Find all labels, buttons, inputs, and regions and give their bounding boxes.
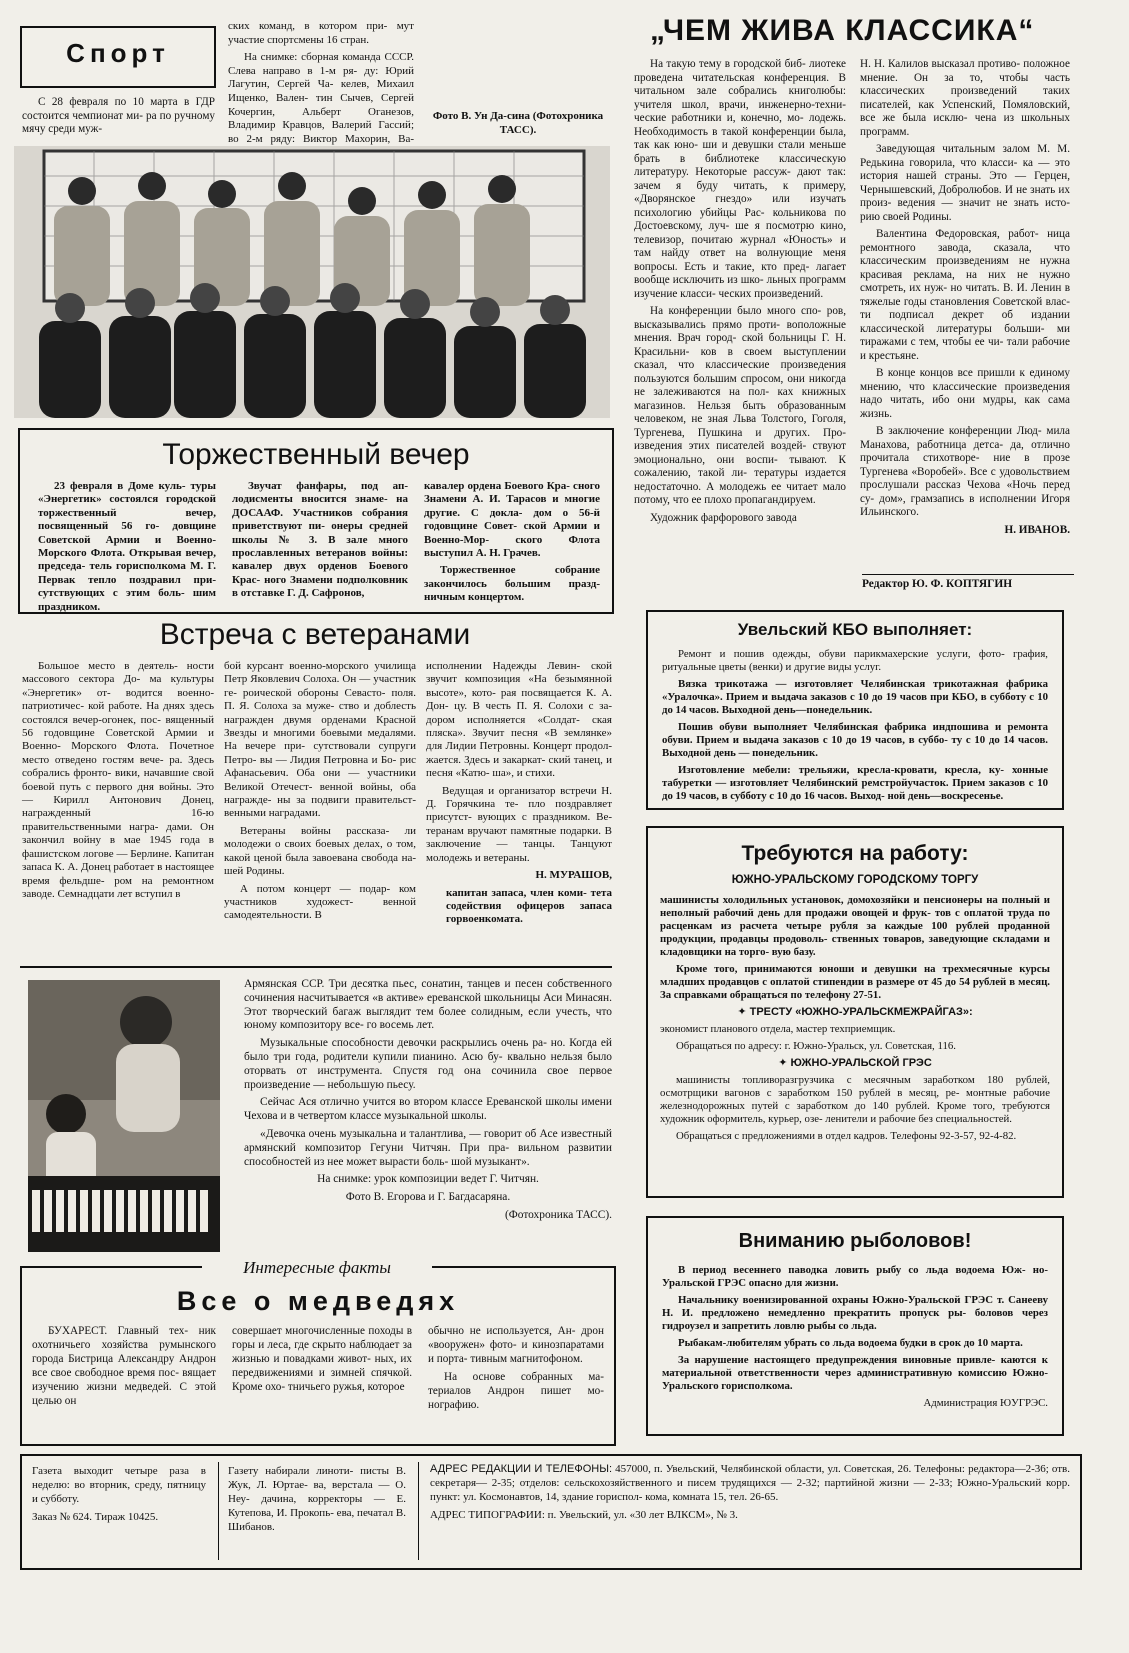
- sport-photo-credit: Фото В. Ун Да-сина (Фотохроника ТАСС).: [432, 110, 604, 136]
- evening-col3: [424, 480, 600, 609]
- music-article: [244, 978, 612, 1227]
- fishermen-p3: Рыбакам-любителям убрать со льда водоема будки в срок до 10 марта.: [678, 1337, 1023, 1349]
- sport-caption-col2: [425, 20, 611, 141]
- evening-col2-text: Звучат фанфары, под ап- лодисменты вносится знаме- на ДОСААФ. Участников собрания приветствуют пи- онеры средней школы № 3. В зале много прославленных ветеранов войны: кавалер двух орденов Боевого Крас- ного Знамени подполковник в отставке Г. Д. Сафронов,: [232, 480, 408, 600]
- editor-rule: [862, 574, 1074, 575]
- jobs-org3-p1: машинисты топливоразгрузчика с месячным заработком 180 рублей, осмотрщики вагонов с заработком 150 рублей в месяц, ре- монтные рабочие железнодорожных путей с заработком до 140 рублей. Кроме того, требуются художник оформитель, курьер, озе- ленители и рабочие без специальностей.: [660, 1074, 1050, 1125]
- music-caption: На снимке: урок композиции ведет Г. Читчян.: [317, 1173, 539, 1186]
- footer-address-text: 457000, п. Увельский, Челябинской области, ул. Советская, 26. Телефоны: редактора—2-36; отв. секретаря— 2-35; отделов: сельскохозяйственного и писем трудящихся — 2-32; партийной жизни — 2-33; Южно-Уральский корр. пункт: ул. Космонавтов, 14, здание гориспол- кома, комната 15, тел. 26-65.: [430, 1463, 1071, 1503]
- footer-staff-text: Газету набирали линоти- писты В. Жук, Л. Юртае- ва, верстала — О. Неу- дачина, корректоры — Е. Кутепова, И. Прокопь- ева, печатал В. Шибанов.: [228, 1465, 406, 1533]
- veterans-signature-note: капитан запаса, член коми- тета содействия офицеров запаса горвоенкомата.: [446, 886, 612, 926]
- evening-col3-end: Торжественное собрание закончилось большим празд- ничным концертом.: [424, 564, 600, 604]
- classics-col1: [634, 58, 846, 529]
- jobs-title: Требуются на работу:: [741, 842, 969, 865]
- classics-col2-p5: В заключение конференции Люд- мила Манахова, работница детса- да, отлично прочитала стихотворе- ние в прозе Тургенева «Воробей». Все с удовольствием прослушали рассказ Чехова «Ночь перед су- дом», грамзапись в исполнении Игоря Ильинского.: [860, 425, 1070, 518]
- music-p1: Армянская ССР. Три десятка пьес, сонатин, танцев и песен собственного сочинения насчитывается «в активе» ереванской школьницы Аси Минасян. Этот творческий багаж выглядит тем более солидным, если учесть, что юному композитору все- го восемь лет.: [244, 978, 612, 1032]
- sport-cont-text: ских команд, в котором при- мут участие спортсмены 16 стран.: [228, 20, 414, 46]
- piano-lesson-photo: [28, 980, 220, 1252]
- kbo-title: Увельский КБО выполняет:: [737, 620, 973, 639]
- evening-col1-text: 23 февраля в Доме куль- туры «Энергетик» состоялся городской торжественный вечер, посвященный 56 го- довщине Советской Армии и Военно-Морского Флота. Открывая вечер, председа- тель горисполкома М. Г. Первак тепло поздравил при- сутствующих с этим боль- шим праздником.: [38, 480, 216, 613]
- bears-col2-text: совершает многочисленные походы в горы и леса, где скрыто наблюдает за жизнью и повадками живот- ных, их передвижениями и зимней спячкой. Кроме охо- тничьего ружья, которое: [232, 1325, 412, 1393]
- classics-col1-p2: На конференции было много спо- ров, высказывались прямо проти- воположные мнения. Врач город- ской больницы Г. Н. Красильни- ков в своем выступлении сказал, что классические произведения пользуются большим спросом, они никогда не залеживаются на пол- ках книжных магазинов. Нельзя быть образованным человеком, не зная Льва Толстого, Гоголя, Тургенева, Пушкина и других. Про- изведения этих писателей воздей- ствуют эмоционально, они воспи- тывают. К сожалению, такой ли- тературы издается недостаточно. А молодежь ее читает мало потому, что ее плохо пропагандируем.: [634, 305, 846, 506]
- bears-col1-text: БУХАРЕСТ. Главный тех- ник охотничьего хозяйства румынского города Бистрица Александру Андрон все свое свободное время пос- вящает изучению жизни медведей. С этой целью он: [32, 1325, 216, 1407]
- jobs-org1-p1: машинисты холодильных установок, домохозяйки и пенсионеры на полный и неполный рабочий день для продажи овощей и фрук- тов с оплатой труда по расценкам из расчета четыре рубля за каждые 100 рублей проданной продукции, продавцы продоволь- ственных товаров, заведующие складами и кладовщики на торго- вую базу.: [660, 894, 1050, 958]
- footer-staff: [228, 1464, 406, 1538]
- footer-schedule-text: Газета выходит четыре раза в неделю: во вторник, среду, пятницу и субботу.: [32, 1465, 206, 1505]
- jobs-org2: [660, 1006, 1050, 1019]
- veterans-col3-p2: Ведущая и организатор встречи Н. Д. Горячкина те- пло поздравляет присутст- вующих с праздником. Ве- теранам вручают памятные подарки. В заключение — танцы. Танцуют молодежь и ветераны.: [426, 784, 612, 864]
- jobs-org1-p2: Кроме того, принимаются юноши и девушки на трехмесячные курсы младших продавцов с оплатой стипендии в размере от 45 до 54 рублей в месяц. За справками обращаться по телефону 27-51.: [660, 963, 1050, 1001]
- classics-col2: [860, 58, 1070, 541]
- star-icon: ✦: [737, 1006, 750, 1018]
- footer-order: Заказ № 624. Тираж 10425.: [32, 1511, 159, 1523]
- jobs-body: [660, 894, 1050, 1147]
- jobs-org2-p2: Обращаться по адресу: г. Южно-Уральск, ул. Советская, 116.: [676, 1040, 956, 1052]
- kbo-p1: Ремонт и пошив одежды, обуви парикмахерские услуги, фото- графия, ритуальные цветы (венки) и другие виды услуг.: [662, 648, 1048, 673]
- jobs-box: [646, 826, 1064, 1198]
- kbo-box: [646, 610, 1064, 810]
- music-p3: Сейчас Ася отлично учится во втором классе Ереванской школы имени Чехова и в четвертом классе музыкальной школы.: [244, 1096, 612, 1123]
- veterans-col2-p3: А потом концерт — подар- ком участников художест- венной самодеятельности. В: [224, 882, 416, 922]
- footer-address: [430, 1462, 1070, 1526]
- veterans-col2-p1: бой курсант военно-морского училища Петр Яковлевич Солоха. Он — участник ге- роической обороны Севасто- поля. П. Я. Солоха за муже- ство и доблесть награжден двумя орденами Красной Звезды и многими боевыми медалями. На вечере при- сутствовали супруги Петро- вы — Лидия Петровна и Бо- рис Афанасьевич. Оба они — участники Великой Отечест- венной войны, оба награжде- ны за подвиги правительст- венными наградами.: [224, 660, 416, 820]
- jobs-org3: [660, 1057, 1050, 1070]
- footer-print-address: АДРЕС ТИПОГРАФИИ: п. Увельский, ул. «30 лет ВЛКСМ», № 3.: [430, 1509, 738, 1521]
- music-p4: «Девочка очень музыкальна и талантлива, — говорит об Асе известный армянский композитор Гегуни Читчян. При пра- вильном развитии способностей из нее может вырасти боль- шой музыкант».: [244, 1127, 612, 1168]
- evening-col2: [232, 480, 408, 605]
- fishermen-body: [662, 1264, 1048, 1414]
- classics-col2-p3: Валентина Федоровская, работ- ница ремонтного завода, сказала, что классическим произведениям не нужна красивая реклама, на них не нужно смотреть, их нуж- но читать. В. И. Ленин в тяжелые годы становления Советской влас- ти подписал декрет об издании классической литературы больши- ми тиражами с тем, чтобы ее чи- тали рабочие и крестьяне.: [860, 228, 1070, 362]
- footer-divider-2: [418, 1462, 419, 1560]
- handball-team-photo: [14, 146, 610, 418]
- bears-box: [20, 1258, 616, 1446]
- evening-title: Торжественный вечер: [162, 438, 470, 471]
- kbo-p4: Изготовление мебели: трельяжи, кресла-кровати, кресла, ку- хонные табуретки — изготовляет Челябинский ремстройучасток. Прием заказов с 10 до 19 часов, в субботу с 10 до 16 часов. Выход- ной день—воскресенье.: [662, 764, 1048, 802]
- evening-box: [18, 428, 614, 614]
- fishermen-title: Вниманию рыболовов!: [738, 1230, 972, 1252]
- music-p2: Музыкальные способности девочки раскрылись очень ра- но. Когда ей было три года, родители купили пианино. Асю бу- квально нельзя было оторвать от инструмента. Спустя год она сочинила свое первое произведение — небольшую пьесу.: [244, 1037, 612, 1091]
- star-icon: ✦: [778, 1057, 791, 1069]
- bears-col2: [232, 1324, 412, 1398]
- bears-col1: [32, 1324, 216, 1412]
- veterans-signature: Н. МУРАШОВ,: [535, 869, 612, 882]
- classics-signature: Н. ИВАНОВ.: [1004, 523, 1070, 536]
- veterans-col1: [22, 660, 214, 905]
- veterans-col3-p1: исполнении Надежды Левин- ской звучит композиция «На безымянной высоте», кото- рая посвящается К. А. Дон- цу. В честь П. Я. Солохи с за- дором исполняется «Солдат- ская пляска». Звучит песня «В землянке» для Лидии Петровны. Концерт продол- жается. Здесь и закаркат- ский танец, и песня «Катю- ша», и стихи.: [426, 660, 612, 780]
- veterans-col2: [224, 660, 416, 927]
- kbo-p2: Вязка трикотажа — изготовляет Челябинская трикотажная фабрика «Уралочка». Прием и выдача заказов с 10 до 19 часов при КБО, в субботу с 10 до 14 часов. Выходной день—понедельник.: [662, 678, 1048, 716]
- sport-intro: [22, 96, 215, 141]
- veterans-col1-text: Большое место в деятель- ности массового сектора До- ма культуры «Энергетик» от- водится военно-патриотичес- кой работе. На днях здесь состоялся вечер-огонек, пос- вященный 56 годовщине Советской Армии и Военно- Морского Флота. Почетное место отведено гостям вече- ра. Здесь собрались фронто- вики, начавшие свой боевой путь с первого дня войны. Это — Кирилл Антонович Донец, награжденный 16-ю правительственными награ- дами. Он закончил войну в мае 1945 года в фашистском логове — Берлине. Капитан запаса К. А. Донец работает в настоящее время фельдше- ром на ремонтном заводе. Семнадцати лет вступил в: [22, 660, 214, 900]
- jobs-org3-name: ЮЖНО-УРАЛЬСКОЙ ГРЭС: [790, 1057, 932, 1069]
- footer-schedule: [32, 1464, 206, 1528]
- footer-box: [20, 1454, 1082, 1570]
- jobs-org3-p2: Обращаться с предложениями в отдел кадров. Телефоны 92-3-57, 92-4-82.: [676, 1130, 1017, 1142]
- veterans-col2-p2: Ветераны войны рассказа- ли молодежи о своих боевых делах, о том, какой ценой была завоевана свобода на- шей Родины.: [224, 824, 416, 878]
- fishermen-p1: В период весеннего паводка ловить рыбу со льда водоема Юж- но-Уральской ГРЭС опасно для жизни.: [662, 1264, 1048, 1289]
- kbo-body: [662, 648, 1048, 807]
- classics-title: „ЧЕМ ЖИВА КЛАССИКА“: [650, 14, 1035, 47]
- footer-address-label: АДРЕС РЕДАКЦИИ И ТЕЛЕФОНЫ:: [430, 1463, 613, 1475]
- jobs-org2-name: ТРЕСТУ «ЮЖНО-УРАЛЬСКМЕЖРАЙГАЗ»:: [749, 1006, 973, 1018]
- fishermen-box: [646, 1216, 1064, 1436]
- jobs-org1: ЮЖНО-УРАЛЬСКОМУ ГОРОДСКОМУ ТОРГУ: [731, 874, 979, 886]
- evening-col1: [38, 480, 216, 618]
- fishermen-p2: Начальнику военизированной охраны Южно-Уральской ГРЭС т. Санееву Н. И. предложено немедленно прекратить пропуск ры- боловов через гидроузел и запретить ловлю рыбы со льда.: [662, 1294, 1048, 1332]
- classics-col2-p2: Заведующая читальным залом М. М. Редькина говорила, что класси- ка — это история нашей страны. Это — Герцен, Чернышевский, Добролюбов. И не знать их произ- ведения — значит не знать исто- рию своей Родины.: [860, 143, 1070, 223]
- sport-intro-text: С 28 февраля по 10 марта в ГДР состоится чемпионат ми- ра по ручному мячу среди муж-: [22, 96, 215, 136]
- bears-col3: [428, 1324, 604, 1416]
- classics-col1-p1: На такую тему в городской биб- лиотеке проведена читательская конференция. В читальном зале собрались книголюбы: учителя школ, врачи, инженерно-техни- ческие работники и, конечно, мо- лодежь. Необходимость в такой конференции была, так как юно- ши и девушки стали меньше брать в библиотеке классическую литературу. Некоторые рассуж- дают так: зачем я буду читать, к примеру, «Дворянское гнездо» или изучать психологию убийцы Рас- кольникова по Достоевскому, луч- ше я посмотрю кино, телевизор, почитаю журнал «Юность» и там найду ответ на волнующие меня вопросы. Есть и такие, кто пред- лагает вообще исключить из шко- льных программ изучение класси- ческих произведений.: [634, 58, 846, 300]
- veterans-col3: [426, 660, 612, 931]
- fishermen-p4: За нарушение настоящего предупреждения виновные привле- каются к материальной ответственности через административную комиссию Южно-Уральского горисполкома.: [662, 1354, 1048, 1392]
- fishermen-signature: Администрация ЮУГРЭС.: [923, 1397, 1048, 1409]
- classics-col2-p4: В конце концов все пришли к единому мнению, что классические произведения надо читать, ибо они мудры, как сама жизнь.: [860, 367, 1070, 420]
- kbo-p3: Пошив обуви выполняет Челябинская фабрика индпошива и ремонта обуви. Прием и выдача заказов с 10 до 19 часов, в суббо- ту с 10 до 14 часов. Выходной день — понедельник.: [662, 721, 1048, 759]
- sport-rubric-box: [20, 26, 216, 88]
- bears-title: Все о медведях: [176, 1286, 460, 1316]
- footer-divider-1: [218, 1462, 219, 1560]
- sport-caption-col1: [228, 20, 414, 145]
- sport-caption-text: На снимке: сборная команда СССР. Слева направо в 1-м ря- ду: Юрий Лагутин, Сергей Ча- келев, Михаил Ищенко, Вален- тин Сычев, Сергей Кочергин, Альберт Оганезов, Владимир Кравцов, Валерий Гассий; во 2-м ряду: Виктор Махорин, Ва-: [228, 51, 414, 145]
- jobs-org2-p1: экономист планового отдела, мастер техприемщик.: [660, 1023, 896, 1035]
- sport-rubric-title: Спорт: [66, 38, 170, 68]
- music-photo-credit: Фото В. Егорова и Г. Багдасаряна.: [345, 1191, 511, 1204]
- editor-line: Редактор Ю. Ф. КОПТЯГИН: [862, 578, 1013, 590]
- music-tass-credit: (Фотохроника ТАСС).: [504, 1208, 612, 1221]
- evening-col3-text: кавалер ордена Боевого Кра- сного Знамени А. И. Тарасов и многие другие. С докла- дом о 56-й годовщине Совет- ской Армии и Военно-Мор- ского Флота выступил А. Н. Грачев.: [424, 480, 600, 560]
- sport-caption-cont: [425, 20, 611, 106]
- classics-col1-p3: Художник фарфорового завода: [650, 511, 797, 524]
- bears-rubric: Интересные факты: [202, 1258, 432, 1278]
- veterans-title: Встреча с ветеранами: [159, 618, 471, 651]
- bears-col3-end: На основе собранных ма- териалов Андрон пишет мо- нографию.: [428, 1371, 604, 1411]
- bears-col3-text: обычно не используется, Ан- дрон «вооружен» фото- и кинозпаратами и порта- тивным магнитофоном.: [428, 1325, 604, 1365]
- classics-col2-p1: Н. Н. Калилов высказал противо- положное мнение. Он за то, чтобы часть классических произведений таких писателей, как Успенский, Помяловский, все же была исклю- чена из школьных программ.: [860, 58, 1070, 138]
- section-divider-music: [20, 966, 612, 968]
